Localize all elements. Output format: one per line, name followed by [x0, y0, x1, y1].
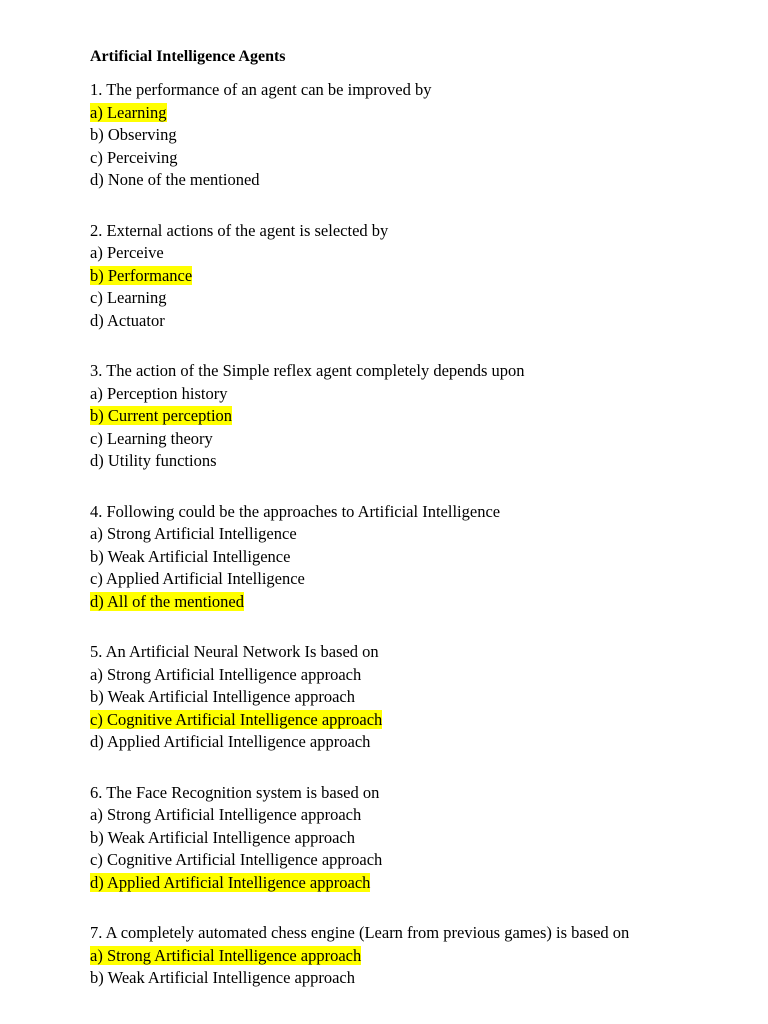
- option-a: [90, 945, 730, 968]
- option-a: [90, 242, 730, 265]
- option-b: [90, 967, 730, 990]
- option-text: d) All of the mentioned: [90, 591, 244, 611]
- option-c: [90, 849, 730, 872]
- option-b: [90, 686, 730, 709]
- option-c: [90, 709, 730, 732]
- option-text: b) Weak Artificial Intelligence approach: [90, 827, 355, 847]
- option-text: d) Utility functions: [90, 451, 217, 470]
- option-b: [90, 124, 730, 147]
- question-text: 1. The performance of an agent can be improved by: [90, 80, 432, 99]
- option-text: b) Weak Artificial Intelligence approach: [90, 968, 355, 987]
- option-text: d) Applied Artificial Intelligence approach: [90, 732, 371, 751]
- question-3: [90, 360, 730, 473]
- option-d: [90, 872, 730, 895]
- question-7: [90, 922, 730, 990]
- question-text: 6. The Face Recognition system is based on: [90, 782, 380, 802]
- option-text: a) Strong Artificial Intelligence: [90, 524, 297, 543]
- question-text: 7. A completely automated chess engine (Learn from previous games) is based on: [90, 923, 630, 942]
- option-text: c) Cognitive Artificial Intelligence approach: [90, 709, 383, 729]
- option-text: b) Weak Artificial Intelligence: [90, 546, 291, 566]
- option-text: a) Learning: [90, 102, 167, 122]
- option-b: [90, 405, 730, 428]
- option-b: [90, 265, 730, 288]
- question-6: [90, 782, 730, 895]
- option-b: [90, 546, 730, 569]
- question-2: [90, 220, 730, 333]
- option-text: a) Strong Artificial Intelligence approach: [90, 805, 362, 824]
- option-a: [90, 523, 730, 546]
- question-5: [90, 641, 730, 754]
- option-text: c) Learning theory: [90, 428, 213, 448]
- option-text: c) Learning: [90, 288, 167, 307]
- option-text: a) Strong Artificial Intelligence approach: [90, 664, 362, 684]
- option-c: [90, 568, 730, 591]
- option-text: b) Current perception: [90, 406, 233, 425]
- question-4: [90, 501, 730, 614]
- option-text: a) Perception history: [90, 383, 228, 403]
- option-d: [90, 310, 730, 333]
- question-text: 5. An Artificial Neural Network Is based on: [90, 642, 379, 661]
- option-text: d) Actuator: [90, 310, 165, 330]
- option-c: [90, 428, 730, 451]
- question-text: 2. External actions of the agent is selected by: [90, 220, 389, 240]
- document-page: [90, 46, 730, 1018]
- option-text: a) Perceive: [90, 243, 164, 262]
- question-1: [90, 79, 730, 192]
- option-text: d) None of the mentioned: [90, 170, 260, 189]
- option-text: d) Applied Artificial Intelligence approach: [90, 872, 371, 892]
- option-text: a) Strong Artificial Intelligence approach: [90, 945, 362, 965]
- option-d: [90, 450, 730, 473]
- option-c: [90, 287, 730, 310]
- option-text: b) Performance: [90, 265, 193, 285]
- question-text: 4. Following could be the approaches to Artificial Intelligence: [90, 501, 501, 521]
- option-d: [90, 731, 730, 754]
- document-title: Artificial Intelligence Agents: [90, 48, 286, 65]
- option-b: [90, 827, 730, 850]
- option-text: b) Observing: [90, 125, 177, 144]
- option-text: b) Weak Artificial Intelligence approach: [90, 687, 355, 706]
- question-text: 3. The action of the Simple reflex agent completely depends upon: [90, 361, 525, 380]
- option-c: [90, 147, 730, 170]
- option-d: [90, 169, 730, 192]
- option-text: c) Cognitive Artificial Intelligence approach: [90, 850, 383, 869]
- option-text: c) Perceiving: [90, 147, 178, 167]
- option-d: [90, 591, 730, 614]
- option-text: c) Applied Artificial Intelligence: [90, 569, 305, 588]
- option-a: [90, 804, 730, 827]
- option-a: [90, 102, 730, 125]
- option-a: [90, 664, 730, 687]
- option-a: [90, 383, 730, 406]
